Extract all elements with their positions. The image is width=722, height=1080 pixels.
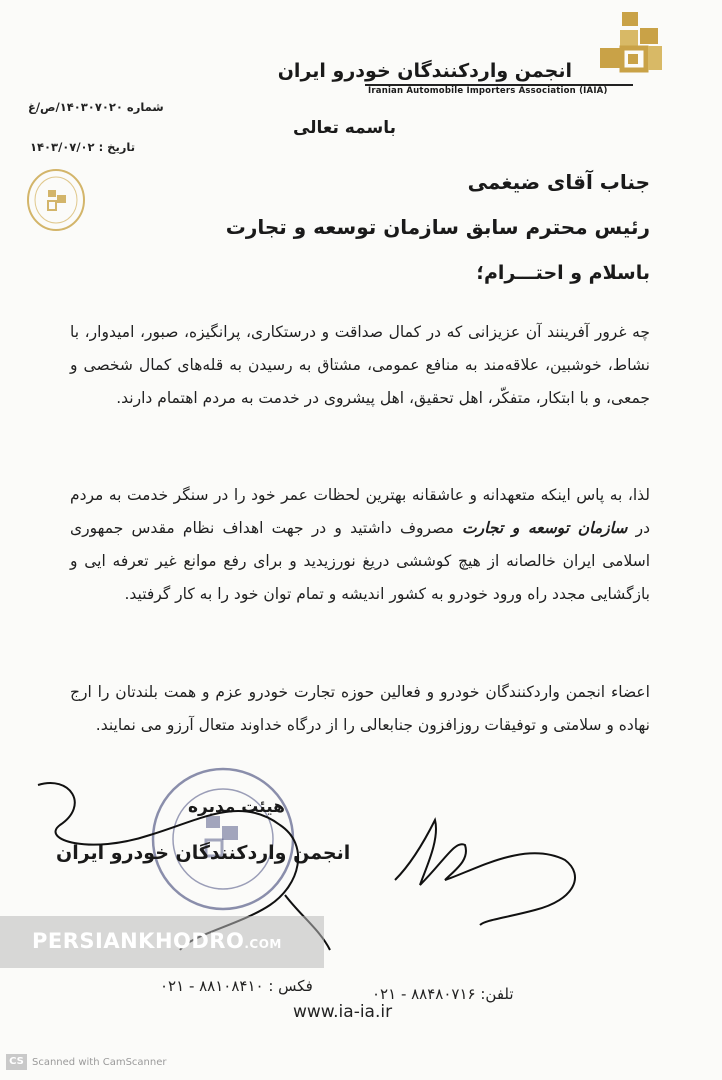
- greeting: باسلام و احتـــرام؛: [476, 262, 650, 284]
- phone-number: تلفن: ۸۸۴۸۰۷۱۶ - ۰۲۱: [372, 985, 514, 1003]
- body-paragraph-2: [70, 479, 650, 611]
- fax-number: فکس : ۸۸۱۰۸۴۱۰ - ۰۲۱: [160, 977, 313, 995]
- watermark-suffix: .COM: [244, 937, 282, 951]
- org-name-persian: انجمن واردکنندگان خودرو ایران: [277, 60, 572, 82]
- scanner-label: Scanned with CamScanner: [32, 1057, 167, 1068]
- website-url: www.ia-ia.ir: [293, 1002, 393, 1022]
- watermark-text: [32, 929, 282, 953]
- reference-number: شماره ۱۴۰۳۰۷۰۲۰/ص/غ: [28, 100, 164, 114]
- invocation-heading: باسمه تعالی: [292, 118, 396, 138]
- camscanner-icon: CS: [6, 1054, 27, 1070]
- watermark-brand: PERSIANKHODRO: [32, 929, 245, 953]
- addressee-title: رئیس محترم سابق سازمان توسعه و تجارت: [225, 215, 650, 239]
- addressee-name: جناب آقای ضیغمی: [467, 170, 650, 194]
- paragraph-2-text-end: مصروف داشتید و در جهت اهداف نظام مقدس جمهوری اسلامی ایران خالصانه از هیچ کوششی دریغ نورزیدید و برای رفع موانع غیر تعرفه ایی و بازگشایی مجدد راه ورود خودرو به کشور اندیشه و تمام توان خود را به کار گرفتید.: [70, 519, 650, 603]
- reference-date: تاریخ : ۱۴۰۳/۰۷/۰۲: [30, 140, 136, 154]
- body-paragraph-1: چه غرور آفرینند آن عزیزانی که در کمال صداقت و درستکاری، پرانگیزه، صبور، امیدوار، با نشاط، خوشبین، علاقه‌مند به منافع عمومی، مشتاق به رسیدن به قله‌های کمال شخصی و جمعی، و با ابتکار، متفکّر، اهل تحقیق، اهل پیشروی در خدمت به مردم اهتمام دارند.: [70, 323, 650, 407]
- body-paragraph-3: اعضاء انجمن واردکنندگان خودرو و فعالین حوزه تجارت خودرو عزم و همت بلندتان را ارج نهاده و سلامتی و توفیقات روزافزون جنابعالی را از درگاه خداوند متعال آرزو می نمایند.: [70, 683, 650, 734]
- signature-right: [385, 800, 595, 930]
- signing-organization: انجمن واردکنندگان خودرو ایران: [56, 842, 351, 864]
- paragraph-2-text-start: لذا، به پاس اینکه متعهدانه و عاشقانه بهترین لحظات عمر خود را در سنگر خدمت به مردم در: [70, 486, 650, 537]
- small-seal-icon: [24, 166, 88, 234]
- org-name-english: Iranian Automobile Importers Association (IAIA): [368, 86, 608, 96]
- board-of-directors-label: هیئت مدیره: [188, 797, 285, 817]
- iaia-logo-icon: [588, 10, 668, 82]
- emphasized-org-name: سازمان توسعه و تجارت: [462, 519, 628, 537]
